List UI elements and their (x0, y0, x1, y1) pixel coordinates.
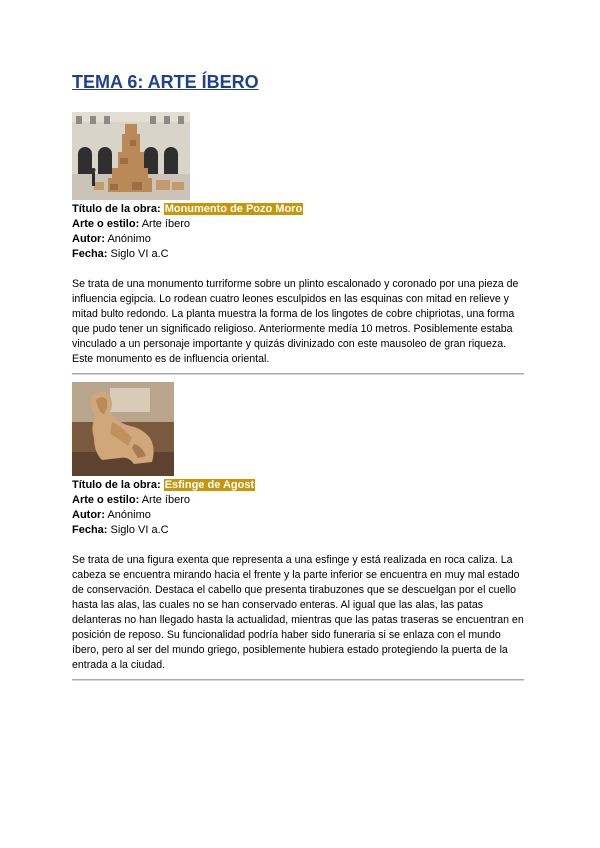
label-autor: Autor: (72, 233, 105, 245)
artwork-entry-esfinge-agost (72, 382, 524, 681)
value-estilo: Arte íbero (141, 218, 190, 230)
page-title: TEMA 6: ARTE ÍBERO (72, 72, 259, 92)
photo-monumento-pozo-moro (72, 112, 190, 200)
value-estilo: Arte íbero (141, 494, 190, 506)
label-fecha: Fecha: (72, 248, 108, 260)
photo-esfinge-de-agost (72, 382, 174, 476)
section-divider (72, 679, 524, 681)
value-autor: Anónimo (107, 233, 151, 245)
value-fecha: Siglo VI a.C (110, 524, 169, 536)
label-titulo: Título de la obra: (72, 203, 161, 215)
value-fecha: Siglo VI a.C (110, 248, 169, 260)
label-fecha: Fecha: (72, 524, 108, 536)
label-autor: Autor: (72, 509, 105, 521)
artwork-description: Se trata de una figura exenta que representa a una esfinge y está realizada en roca caliza. La cabeza se encuentra mirando hacia el frente y la parte inferior se encuentra en muy mal estado de conservación. Destaca el cabello que presenta tirabuzones que se descuelgan por el cuello hasta las alas, las cuales no se han conservado enteras. Al igual que las alas, las patas delanteras no han llegado hasta la actualidad, mientras que las patas traseras se encuentran en posición de reposo. Su funcionalidad podría haber sido funeraria si se enlaza con el mundo íbero, pero al ser del mundo griego, posiblemente hubiera estado protegiendo la puerta de la entrada a la ciudad. (72, 554, 524, 671)
artwork-metadata (72, 478, 524, 538)
label-estilo: Arte o estilo: (72, 218, 140, 230)
section-divider (72, 373, 524, 375)
value-autor: Anónimo (107, 509, 151, 521)
artwork-title-highlight: Monumento de Pozo Moro (164, 203, 303, 215)
artwork-description: Se trata de una monumento turriforme sobre un plinto escalonado y coronado por una pieza de influencia egipcia. Lo rodean cuatro leones esculpidos en las esquinas con mitad en relieve y mitad bulto redondo. La planta muestra la forma de los lingotes de cobre chipriotas, una forma que pudo tener un significado religioso. Anteriormente medía 10 metros. Posiblemente estaba vinculado a un personaje importante y quizás divinizado con este mausoleo de gran riqueza. Este monumento es de influencia oriental. (72, 278, 519, 365)
label-estilo: Arte o estilo: (72, 494, 140, 506)
label-titulo: Título de la obra: (72, 479, 161, 491)
artwork-entry-pozo-moro (72, 112, 524, 375)
artwork-title-highlight: Esfinge de Agost (164, 479, 255, 491)
artwork-metadata (72, 202, 524, 262)
